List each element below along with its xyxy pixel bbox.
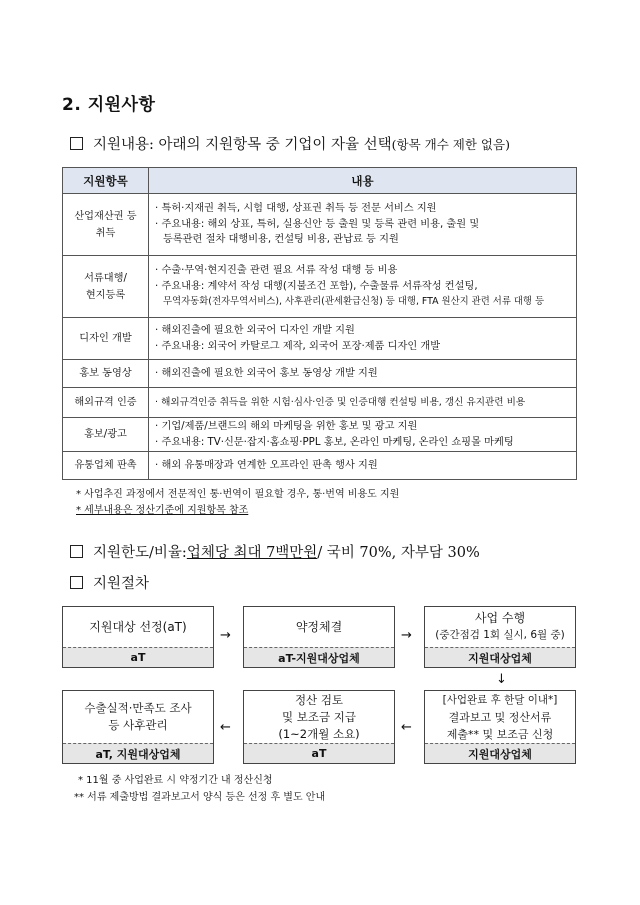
row-content: · 해외진출에 필요한 외국어 디자인 개발 지원 · 주요내용: 외국어 카탈로그 제작, 외국어 포장·제품 디자인 개발 <box>149 318 577 360</box>
row-item: 유통업체 판촉 <box>63 452 149 480</box>
checkbox-square-icon <box>70 137 83 150</box>
table-note-1: * 사업추진 과정에서 전문적인 통·번역이 필요할 경우, 통·번역 비용도 지원 <box>76 489 400 500</box>
row-item: 서류대행/ 현지등록 <box>63 256 149 318</box>
step-4-owner: 지원대상업체 <box>425 743 575 763</box>
row-content: · 해외 유통매장과 연계한 오프라인 판촉 행사 지원 <box>149 452 577 480</box>
procedure-step-1: 지원대상 선정(aT) aT <box>62 606 214 668</box>
support-items-table <box>62 167 577 480</box>
arrow-right-icon: → <box>401 628 412 643</box>
section-title: 2. 지원사항 <box>62 95 156 115</box>
checkbox-square-icon <box>70 545 83 558</box>
support-content-paren: (항목 개수 제한 없음) <box>391 136 510 152</box>
row-item: 홍보 동영상 <box>63 360 149 388</box>
procedure-note-2: ** 서류 제출방법 결과보고서 양식 등은 선정 후 별도 안내 <box>74 792 326 803</box>
table-row <box>63 318 577 360</box>
table-header-row <box>63 168 577 194</box>
step-6-owner: aT, 지원대상업체 <box>63 743 213 763</box>
table-row <box>63 360 577 388</box>
arrow-left-icon: ← <box>220 720 231 735</box>
row-content: · 수출·무역·현지진출 관련 필요 서류 작성 대행 등 비용 · 주요내용: 계약서 작성 대행(지불조건 포함), 수출물류 서류작성 컨설팅, 무역자동화(전자무역서비스), 사후관리(관세환급신청) 등 대행, FTA 원산지 관련 서류 대행 등 <box>149 256 577 318</box>
arrow-down-icon: ↓ <box>496 672 507 687</box>
checkbox-square-icon <box>70 576 83 589</box>
row-content: · 특허·지재권 취득, 시험 대행, 상표권 취득 등 전문 서비스 지원 · 주요내용: 해외 상표, 특허, 실용신안 등 출원 및 등록 관련 비용, 출원 및 등록관련 절차 대행비용, 컨설팅 비용, 관납료 등 지원 <box>149 194 577 256</box>
support-limit-label: 지원한도/비율: <box>93 545 187 561</box>
step-3-owner: 지원대상업체 <box>425 647 575 667</box>
procedure-step-6: 수출실적·만족도 조사 등 사후관리 aT, 지원대상업체 <box>62 690 214 764</box>
procedure-title: 지원절차 <box>93 576 150 592</box>
procedure-title-line <box>70 572 149 593</box>
row-item: 디자인 개발 <box>63 318 149 360</box>
row-content: · 해외진출에 필요한 외국어 홍보 동영상 개발 지원 <box>149 360 577 388</box>
procedure-step-3: 사업 수행 (중간점검 1회 실시, 6월 중) 지원대상업체 <box>424 606 576 668</box>
support-content-line <box>70 133 510 154</box>
table-row <box>63 452 577 480</box>
row-content: · 기업/제품/브랜드의 해외 마케팅을 위한 홍보 및 광고 지원 · 주요내용: TV·신문·잡지·홈쇼핑·PPL 홍보, 온라인 마케팅, 온라인 쇼핑몰 마케팅 <box>149 418 577 452</box>
procedure-note-1: * 11월 중 사업완료 시 약정기간 내 정산신청 <box>78 775 273 786</box>
table-row <box>63 194 577 256</box>
procedure-step-5: 정산 검토 및 보조금 지급 (1~2개월 소요) aT <box>243 690 395 764</box>
row-content: · 해외규격인증 취득을 위한 시험·심사·인증 및 인증대행 컨설팅 비용, 갱신 유지관련 비용 <box>149 388 577 418</box>
arrow-right-icon: → <box>220 628 231 643</box>
step-5-owner: aT <box>244 743 394 763</box>
table-row <box>63 256 577 318</box>
header-content: 내용 <box>149 168 577 194</box>
row-item: 산업재산권 등 취득 <box>63 194 149 256</box>
arrow-left-icon: ← <box>401 720 412 735</box>
step-2-owner: aT-지원대상업체 <box>244 647 394 667</box>
header-item: 지원항목 <box>63 168 149 194</box>
row-item: 홍보/광고 <box>63 418 149 452</box>
support-limit-ratio: / 국비 70%, 자부담 30% <box>317 545 480 561</box>
table-row <box>63 388 577 418</box>
procedure-step-4: [사업완료 후 한달 이내*] 결과보고 및 정산서류 제출** 및 보조금 신청 지원대상업체 <box>424 690 576 764</box>
support-limit-line <box>70 541 480 562</box>
step-1-owner: aT <box>63 647 213 667</box>
row-item: 해외규격 인증 <box>63 388 149 418</box>
support-content-label: 지원내용: 아래의 지원항목 중 기업이 자율 선택 <box>93 137 392 153</box>
table-row <box>63 418 577 452</box>
procedure-step-2: 약정체결 aT-지원대상업체 <box>243 606 395 668</box>
support-limit-amount: 업체당 최대 7백만원 <box>186 545 318 561</box>
table-note-2: * 세부내용은 정산기준에 지원항목 참조 <box>76 505 249 516</box>
